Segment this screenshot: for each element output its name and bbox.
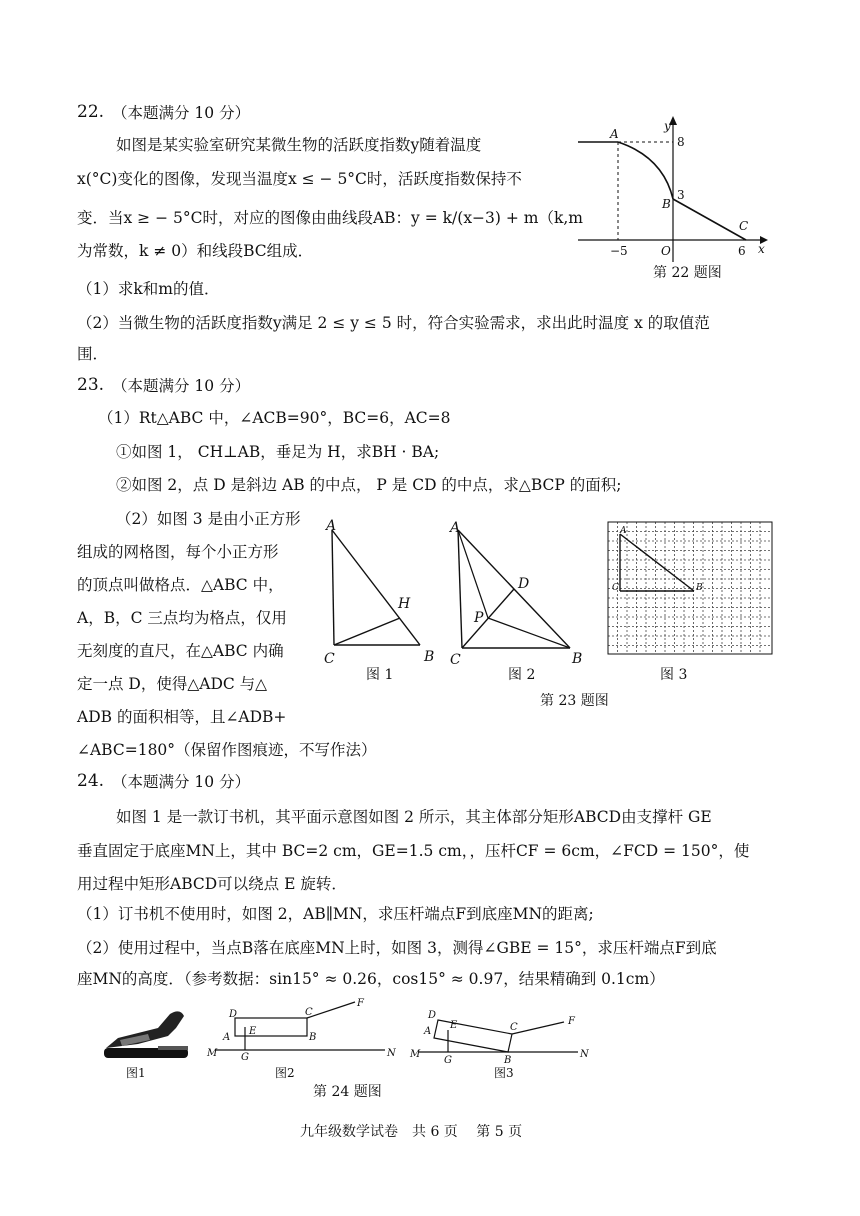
q23-fig3-caption: 图 3 [660,667,688,683]
q22-tick-8: 8 [677,135,685,149]
q23-part1-b: ②如图 2，点 D 是斜边 AB 的中点， P 是 CD 的中点，求△BCP 的面积; [116,476,622,494]
fig2-label-p: P [474,610,484,626]
fig1-label-c: C [324,651,335,667]
q22-graph [578,112,778,272]
q22-tick-3: 3 [677,188,685,202]
q22-line3: 变．当x ≥ − 5°C时，对应的图像由曲线段AB：y = k/(x−3) + m（k,m [77,209,584,227]
q24-part1: （1）订书机不使用时，如图 2，AB∥MN，求压杆端点F到底座MN的距离; [77,905,594,923]
fig2-label-a: A [223,1032,231,1043]
q22-score: （本题满分 10 分） [112,104,251,122]
q22-tick-minus5: −5 [610,244,628,258]
fig3-label-m: M [410,1049,421,1060]
q23-part2-line: 无刻度的直尺，在△ABC 内确 [77,642,284,660]
q22-label-a: A [610,127,619,141]
q23-fig1-caption: 图 1 [366,667,394,683]
fig3-label-b: B [504,1055,512,1066]
q22-line1: 如图是某实验室研究某微生物的活跃度指数y随着温度 [116,136,482,154]
fig2-label-n: N [387,1048,396,1059]
q23-figure-2 [446,518,586,668]
q24-fig2-caption: 图2 [275,1066,295,1080]
fig2-label-d: D [518,576,530,592]
q24-line2: 垂直固定于底座MN上，其中 BC=2 cm，GE=1.5 cm，，压杆CF = 6cm，∠FCD = 150°，使 [77,842,750,860]
q24-fig1-caption: 图1 [126,1066,146,1080]
fig3-label-b: B [696,583,703,593]
fig3-label-a: A [620,526,627,536]
fig3-label-e: E [450,1020,458,1031]
fig2-label-c: C [305,1007,313,1018]
q24-part2-line2: 座MN的高度．（参考数据：sin15° ≈ 0.26，cos15° ≈ 0.97，结果精确到 0.1cm） [77,970,665,988]
fig2-label-f: F [357,998,364,1009]
fig3-label-n: N [580,1049,589,1060]
fig1-label-h: H [398,596,411,612]
q23-part1: （1）Rt△ABC 中，∠ACB=90°，BC=6，AC=8 [98,409,451,427]
fig2-label-e: E [249,1026,257,1037]
fig1-label-a: A [326,518,337,534]
q22-number: 22. [77,102,105,122]
q23-figure-3-grid [606,520,776,660]
q22-part2-line1: （2）当微生物的活跃度指数y满足 2 ≤ y ≤ 5 时，符合实验需求，求出此时温度 x 的取值范 [77,314,710,332]
q24-part2-line1: （2）使用过程中，当点B落在底座MN上时，如图 3，测得∠GBE = 15°，求压杆端点F到底 [77,939,717,957]
fig2-label-g: G [241,1052,249,1063]
fig3-label-g: G [444,1055,452,1066]
q23-number: 23. [77,375,105,395]
q22-part1: （1）求k和m的值． [77,280,220,298]
q23-part1-a: ①如图 1， CH⊥AB，垂足为 H，求BH · BA; [116,443,440,461]
fig2-label-b: B [572,651,583,667]
q23-figure-1 [320,518,440,668]
fig3-label-c: C [612,583,619,593]
q22-label-c: C [739,219,749,233]
q23-part2-line: 定一点 D，使得△ADC 与△ [77,675,268,693]
q24-figure-2 [205,1000,405,1070]
fig2-label-b: B [309,1032,317,1043]
q22-label-y: y [664,119,671,133]
q22-tick-6: 6 [738,244,746,258]
q23-part2-line: ADB 的面积相等，且∠ADB+ [77,708,287,726]
q23-part2-line: 的顶点叫做格点．△ABC 中， [77,576,284,594]
q22-line4: 为常数，k ≠ 0）和线段BC组成． [77,242,314,260]
fig2-label-d: D [229,1009,238,1020]
page-footer: 九年级数学试卷 共 6 页 第 5 页 [300,1124,523,1140]
fig2-label-c: C [450,652,461,668]
q23-figure-caption: 第 23 题图 [540,693,609,709]
q23-part2-line: A，B，C 三点均为格点，仅用 [77,609,287,627]
q24-line1: 如图 1 是一款订书机，其平面示意图如图 2 所示，其主体部分矩形ABCD由支撑杆 GE [116,808,712,826]
q23-fig2-caption: 图 2 [508,667,536,683]
fig1-label-b: B [424,649,435,665]
fig3-label-c: C [510,1022,518,1033]
q23-part2-line: 组成的网格图，每个小正方形 [77,543,279,561]
q24-line3: 用过程中矩形ABCD可以绕点 E 旋转． [77,875,347,893]
fig3-label-f: F [568,1016,575,1027]
fig2-label-m: M [207,1048,218,1059]
q23-part2-line: （2）如图 3 是由小正方形 [116,510,301,528]
q23-part2-line: ∠ABC=180°（保留作图痕迹，不写作法） [77,741,377,759]
fig3-label-a: A [424,1026,432,1037]
q24-fig3-caption: 图3 [494,1066,514,1080]
q22-line2: x(°C)变化的图像，发现当温度x ≤ − 5°C时，活跃度指数保持不 [77,170,522,188]
q24-score: （本题满分 10 分） [112,773,251,791]
q22-label-b: B [662,197,671,211]
stapler-image [98,1006,198,1066]
q23-score: （本题满分 10 分） [112,377,251,395]
fig2-label-a: A [450,520,461,536]
q22-part2-line2: 围． [77,345,109,363]
q22-figure-caption: 第 22 题图 [653,265,722,281]
q24-figure-caption: 第 24 题图 [313,1084,382,1100]
q22-label-x: x [758,242,765,256]
q22-label-o: O [661,244,671,258]
q24-number: 24. [77,771,105,791]
fig3-label-d: D [428,1010,437,1021]
